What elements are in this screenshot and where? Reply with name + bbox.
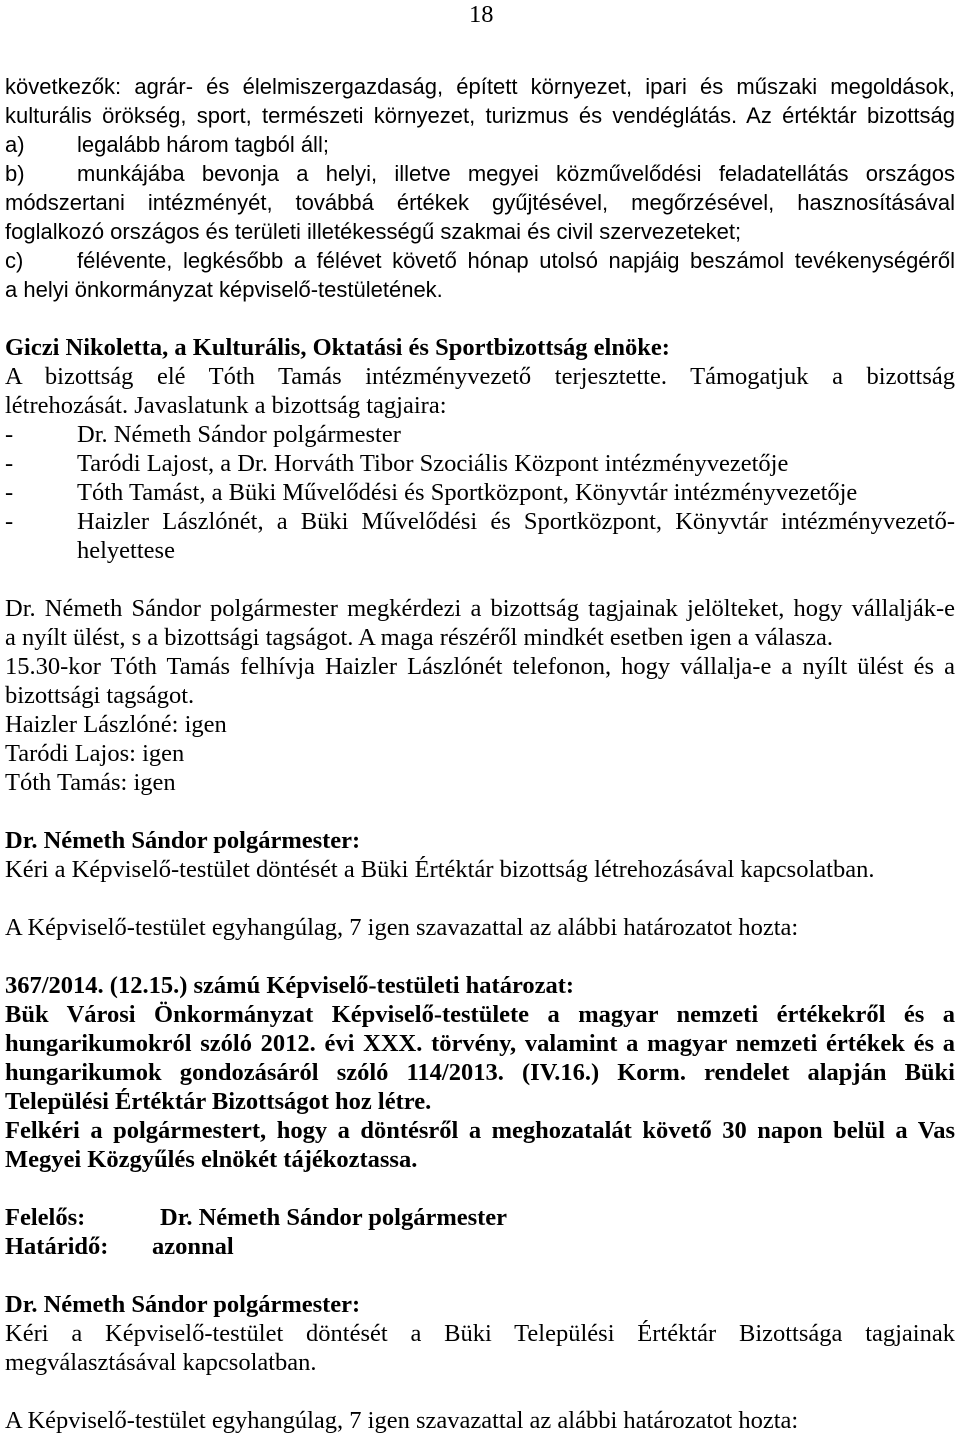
speaker-heading: Giczi Nikoletta, a Kulturális, Oktatási és Sportbizottság elnöke: [5,333,670,361]
text-line: bizottsági tagságot. [5,681,195,709]
blank-line [5,565,955,594]
blank-line [5,884,955,913]
blank-line [5,942,955,971]
blank-line [5,797,955,826]
document-body [5,72,955,1435]
list-marker: - [5,478,14,506]
answer-line: Tóth Tamás: igen [5,768,176,796]
vote-line: A Képviselő-testület egyhangúlag, 7 igen szavazattal az alábbi határozatot hozta: [5,913,799,941]
deadline-row [5,1232,955,1261]
nominee-item [5,449,955,478]
answer-line: Taródi Lajos: igen [5,739,185,767]
nominee-text: Taródi Lajost, a Dr. Horváth Tibor Szociális Központ intézményvezetője [77,449,789,477]
nominee-item [5,507,955,536]
list-marker: - [5,507,14,535]
nominee-item [5,478,955,507]
answer-line: Haizler Lászlóné: igen [5,710,227,738]
speaker-heading: Dr. Németh Sándor polgármester: [5,826,361,854]
blank-line [5,1174,955,1203]
resolution-line: Települési Értéktár Bizottságot hoz létre. [5,1087,432,1115]
text-line: Dr. Németh Sándor polgármester megkérdezi a bizottság tagjainak jelölteket, hogy vállalják-e [5,594,955,622]
nominee-item [5,420,955,449]
responsible-label: Felelős: [5,1203,86,1231]
nominee-text: Haizler Lászlónét, a Büki Művelődési és Sportközpont, Könyvtár intézményvezető- [77,507,955,535]
deadline-label: Határidő: [5,1232,109,1260]
text-line: megválasztásával kapcsolatban. [5,1348,317,1376]
list-item [5,130,955,159]
text-line: kulturális örökség, sport, természeti környezet, turizmus és vendéglátás. Az értéktár bizottság [5,102,955,128]
list-marker: - [5,449,14,477]
text-line: 15.30-kor Tóth Tamás felhívja Haizler Lászlónét telefonon, hogy vállalja-e a nyílt ülést és a [5,652,955,680]
text-line: a nyílt ülést, s a bizottsági tagságot. A maga részéről mindkét esetben igen a válasza. [5,623,833,651]
list-item [5,159,955,188]
list-item-text: félévente, legkésőbb a félévet követő hónap utolsó napjáig beszámol tevékenységéről [77,247,955,273]
nominee-text: Dr. Németh Sándor polgármester [77,420,401,448]
resolution-line: Felkéri a polgármestert, hogy a döntésről a meghozatalát követő 30 napon belül a Vas [5,1116,955,1144]
resolution-line: hungarikumok gondozásáról szóló 114/2013. (IV.16.) Korm. rendelet alapján Büki [5,1058,955,1086]
text-line: létrehozását. Javaslatunk a bizottság tagjaira: [5,391,447,419]
text-line: Kéri a Képviselő-testület döntését a Büki Települési Értéktár Bizottsága tagjainak [5,1319,955,1347]
page-number: 18 [469,1,494,28]
resolution-line: Bük Városi Önkormányzat Képviselő-testülete a magyar nemzeti értékekről és a [5,1000,955,1028]
resolution-title: 367/2014. (12.15.) számú Képviselő-testületi határozat: [5,971,575,999]
list-item [5,246,955,275]
list-item-text: legalább három tagból áll; [77,131,329,157]
list-item-continuation: foglalkozó országos és területi illetékességű szakmai és civil szervezeteket; [5,218,742,244]
resolution-line: Megyei Közgyűlés elnökét tájékoztassa. [5,1145,418,1173]
vote-line: A Képviselő-testület egyhangúlag, 7 igen szavazattal az alábbi határozatot hozta: [5,1406,799,1434]
list-item-text: munkájába bevonja a helyi, illetve megyei közművelődési feladatellátás országos [77,160,955,186]
speaker-heading: Dr. Németh Sándor polgármester: [5,1290,361,1318]
nominee-text: Tóth Tamást, a Büki Művelődési és Sportközpont, Könyvtár intézményvezetője [77,478,858,506]
blank-line [5,1377,955,1406]
blank-line [5,304,955,333]
responsible-row [5,1203,955,1232]
list-marker: c) [5,247,24,273]
nominee-continuation: helyettese [77,536,175,564]
text-line: következők: agrár- és élelmiszergazdaság, épített környezet, ipari és műszaki megoldások, [5,73,955,99]
blank-line [5,1261,955,1290]
list-marker: b) [5,160,25,186]
resolution-line: hungarikumokról szóló 2012. évi XXX. törvény, valamint a magyar nemzeti értékek és a [5,1029,955,1057]
list-item-continuation: a helyi önkormányzat képviselő-testületének. [5,276,443,302]
responsible-value: Dr. Németh Sándor polgármester [160,1203,508,1231]
text-line: A bizottság elé Tóth Tamás intézményvezető terjesztette. Támogatjuk a bizottság [5,362,955,390]
list-marker: a) [5,131,25,157]
list-item-continuation: módszertani intézményét, továbbá értékek gyűjtésével, megőrzésével, hasznosításával [5,189,955,215]
list-marker: - [5,420,14,448]
text-line: Kéri a Képviselő-testület döntését a Büki Értéktár bizottság létrehozásával kapcsolatban. [5,855,875,883]
deadline-value: azonnal [152,1232,234,1260]
